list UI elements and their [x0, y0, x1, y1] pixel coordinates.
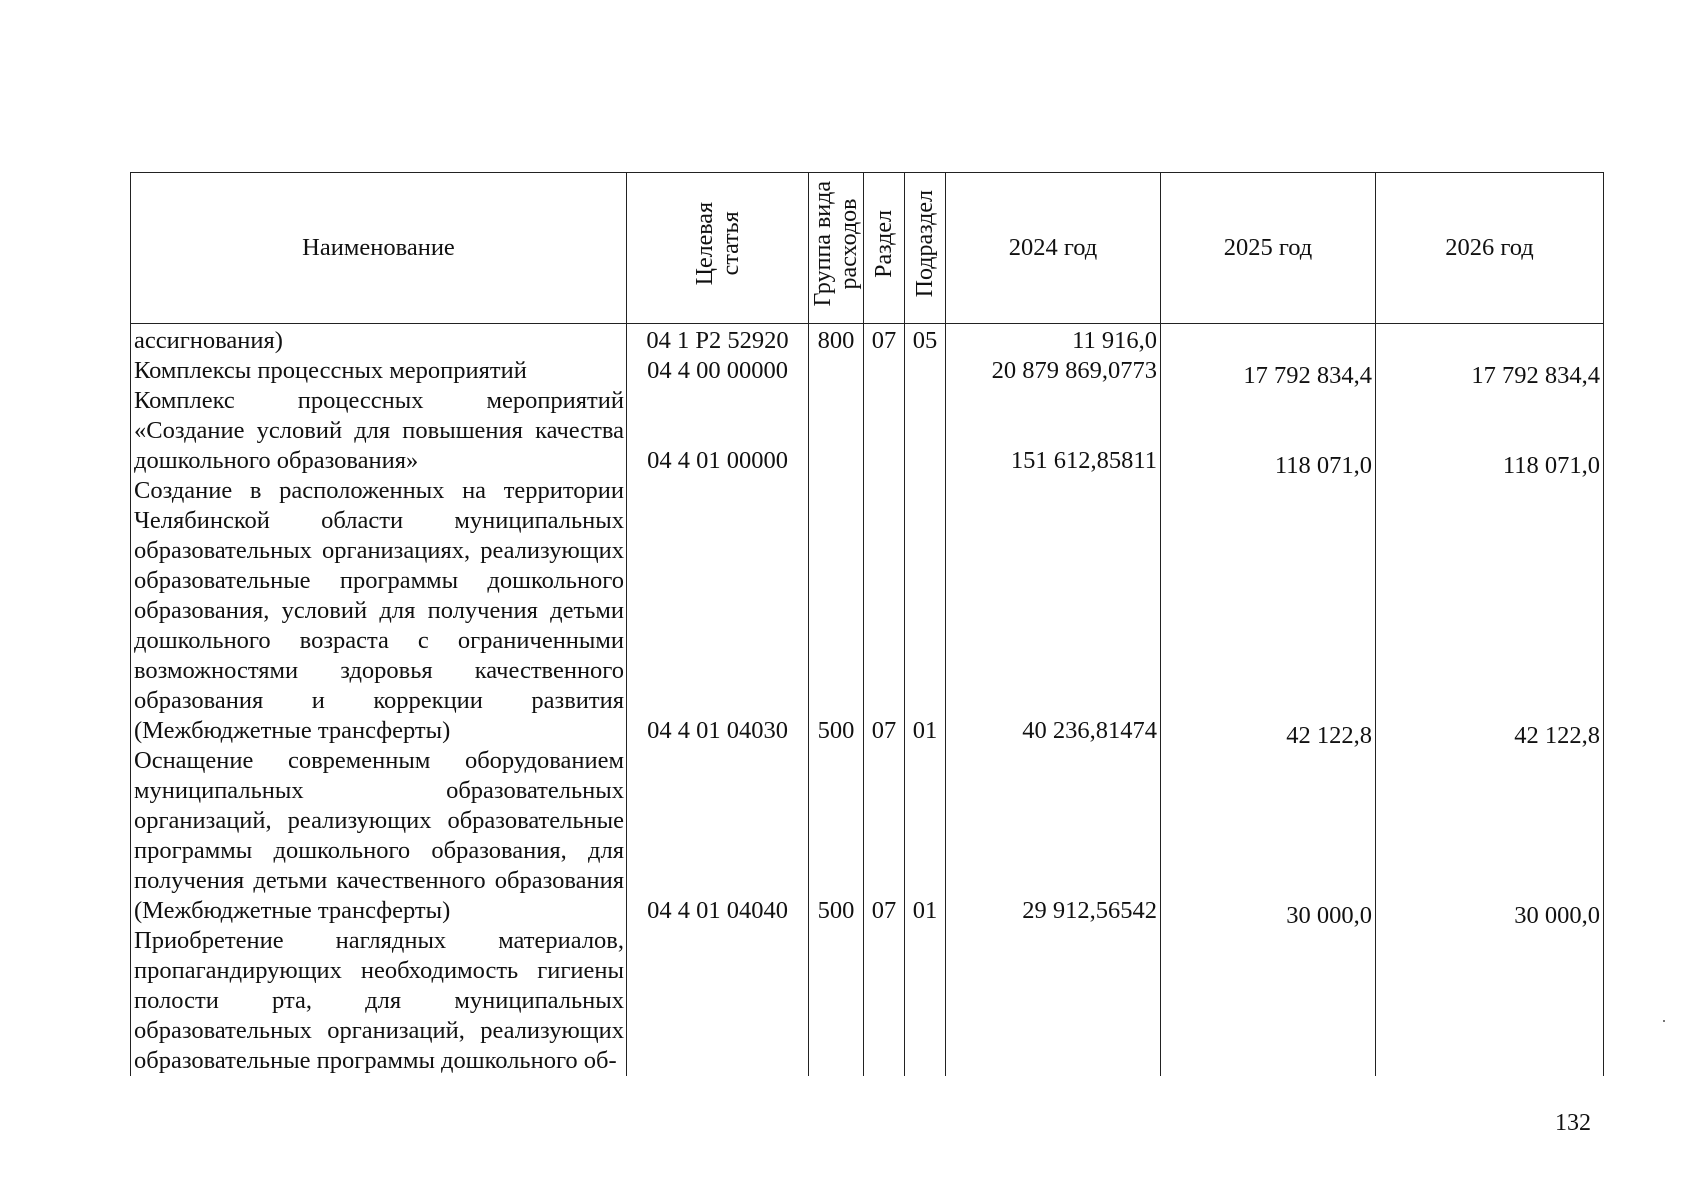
table-header [131, 173, 1604, 324]
row-amount-2025: 42 122,8 [1161, 476, 1376, 746]
header-year-2024: 2024 год [946, 173, 1161, 324]
scan-speck [1663, 1020, 1665, 1022]
row-expense-group: 500 [809, 476, 864, 746]
row-name: Создание в расположенных на территории Челябинской области муниципальных образовательных организациях, реализующих образовательные программы дошкольного образования, условий для получения детьми дошкольного возраста с ограниченными возможностями здоровья качественного образования и коррекции развития (Межбюджетные трансферты) [131, 476, 627, 746]
table-row [131, 746, 1604, 926]
row-amount-2025 [1161, 926, 1376, 1076]
row-expense-group: 500 [809, 746, 864, 926]
budget-table [130, 172, 1604, 1076]
row-amount-2025: 118 071,0 [1161, 386, 1376, 476]
row-expense-group: 800 [809, 324, 864, 357]
row-expense-group [809, 356, 864, 386]
header-year-2026: 2026 год [1376, 173, 1604, 324]
row-amount-2025: 17 792 834,4 [1161, 356, 1376, 386]
table-row [131, 324, 1604, 357]
table-body [131, 324, 1604, 1077]
row-subsection [905, 386, 946, 476]
row-expense-group [809, 386, 864, 476]
table-row [131, 386, 1604, 476]
row-subsection [905, 926, 946, 1076]
row-target-article: 04 4 01 04030 [627, 476, 809, 746]
row-name: Комплекс процессных мероприятий «Создание условий для повышения качества дошкольного образования» [131, 386, 627, 476]
row-target-article: 04 4 01 00000 [627, 386, 809, 476]
row-amount-2025: 30 000,0 [1161, 746, 1376, 926]
header-target-article: Целевая статья [627, 173, 809, 324]
row-amount-2024: 40 236,81474 [946, 476, 1161, 746]
row-name: Приобретение наглядных материалов, пропагандирующих необходимость гигиены полости рта, для муниципальных образовательных организаций, реализующих образовательные программы дошкольного об- [131, 926, 627, 1076]
header-subsection: Подраздел [905, 173, 946, 324]
row-amount-2025 [1161, 324, 1376, 357]
row-section [864, 386, 905, 476]
row-name: ассигнования) [131, 324, 627, 357]
table-row [131, 476, 1604, 746]
row-section: 07 [864, 476, 905, 746]
row-amount-2026 [1376, 324, 1604, 357]
row-subsection [905, 356, 946, 386]
row-subsection: 05 [905, 324, 946, 357]
header-section: Раздел [864, 173, 905, 324]
row-amount-2024: 29 912,56542 [946, 746, 1161, 926]
row-target-article: 04 4 01 04040 [627, 746, 809, 926]
row-amount-2024: 20 879 869,0773 [946, 356, 1161, 386]
row-amount-2026: 17 792 834,4 [1376, 356, 1604, 386]
header-year-2025: 2025 год [1161, 173, 1376, 324]
row-amount-2024: 11 916,0 [946, 324, 1161, 357]
header-name: Наименование [131, 173, 627, 324]
row-subsection: 01 [905, 476, 946, 746]
row-section: 07 [864, 324, 905, 357]
table-row [131, 356, 1604, 386]
row-subsection: 01 [905, 746, 946, 926]
row-target-article: 04 1 P2 52920 [627, 324, 809, 357]
row-name: Оснащение современным оборудованием муниципальных образовательных организаций, реализующих образовательные программы дошкольного образования, для получения детьми качественного образования (Межбюджетные трансферты) [131, 746, 627, 926]
row-amount-2026: 42 122,8 [1376, 476, 1604, 746]
table-row [131, 926, 1604, 1076]
page-number: 132 [1555, 1110, 1591, 1136]
row-section: 07 [864, 746, 905, 926]
row-section [864, 356, 905, 386]
row-target-article [627, 926, 809, 1076]
row-amount-2026: 30 000,0 [1376, 746, 1604, 926]
row-amount-2026: 118 071,0 [1376, 386, 1604, 476]
row-amount-2026 [1376, 926, 1604, 1076]
row-section [864, 926, 905, 1076]
row-amount-2024 [946, 926, 1161, 1076]
budget-table-container [130, 172, 1603, 1090]
row-name: Комплексы процессных мероприятий [131, 356, 627, 386]
row-amount-2024: 151 612,85811 [946, 386, 1161, 476]
row-target-article: 04 4 00 00000 [627, 356, 809, 386]
header-expense-group: Группа вида расходов [809, 173, 864, 324]
row-expense-group [809, 926, 864, 1076]
